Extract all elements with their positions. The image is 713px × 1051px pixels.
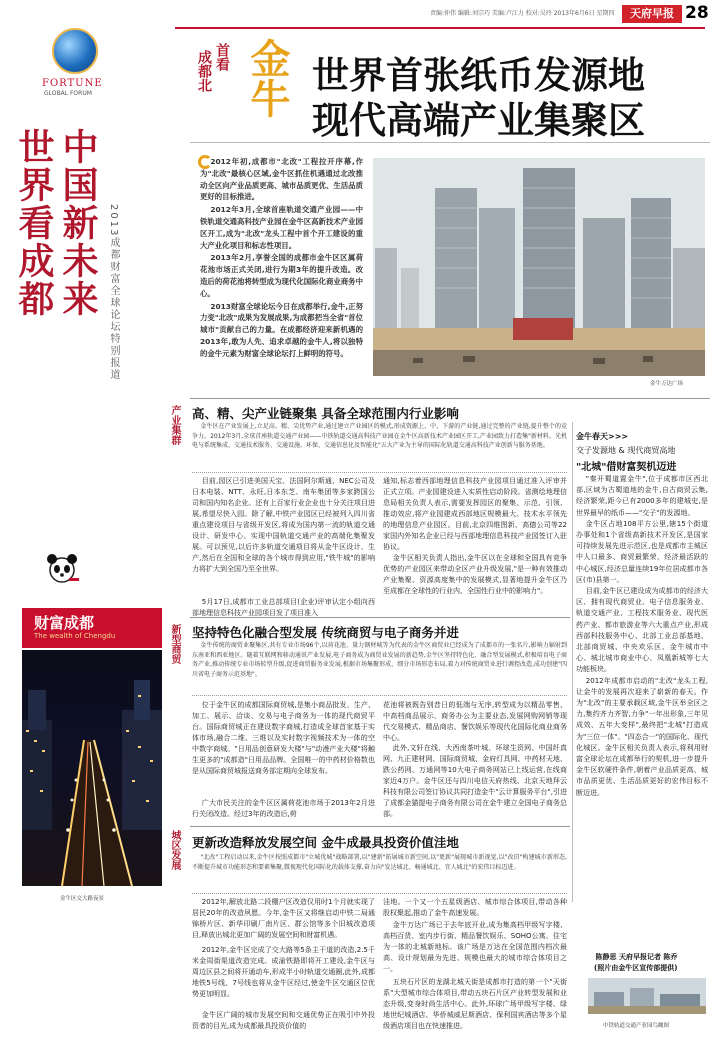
intro-paragraph: 2013年2月,享誉全国的成都市金牛区区属荷花池市场正式关闭,进行为期3年的提升改造。改造后的荷花池将转型成为现代化国际化商业商务中心。: [200, 253, 363, 298]
body-paragraph: 五块石片区的龙湖北城天街是成都市打造的第一个"天街系"大型城市综合体项目,带动五块石片区产业转型发展和业态升级,变身时尚生活中心。此外,环球广场甲级写字楼、绿地世纪城酒店、华侨城威尼斯酒店、保利国宾酒店等多个星级酒店项目也在快速推进。: [383, 978, 567, 1030]
dotted-divider: [192, 695, 567, 696]
wealth-band-subtitle: The wealth of Chengdu: [34, 632, 116, 640]
right-column-paragraph: 目前,金牛区已建设成为成都市的经济大区、拥有现代商贸业、电子信息服务业、轨道交通产业、工程技术服务业、现代医药产业、都市旅游业等六大重点产业,形成西部科技服务中心、北部工业总部基地、北部商贸城、中央欢乐区、金牛城市中心、城北城市商业中心、凤凰新城等七大功能板块。: [576, 587, 708, 674]
byline-photo-credit: (照片由金牛区宣传部提供): [594, 964, 678, 972]
body-paragraph: 位于金牛区的成都国际商贸城,是集小商品批发、生产、加工、展示、洽谈、交易与电子商务为一体的现代商贸平台。国际商贸城正在建设数字商城,打造成全球首家基于实体市场,融合二维、三维以及实时数字视频技术为一体的空中数字商城。"日用品创意研发大楼"与"动漫产业大楼"将触生更多的"成都造"日用品品牌。全国唯一的中药材价格数也是从国际商贸城报送商务部定期向全球发布。: [192, 701, 375, 775]
sidebar-headline-2: 世界看成都: [13, 128, 55, 318]
intro-paragraph: 2013财富全球论坛今日在成都举行,金牛,正努力变"北改"成果为发展成果,为成都把当全省"首位城市"贡献自己的力量。在成都经济迎来新机遇的2013年,敢为人先、追求卓越的金牛人,将以独特的金牛元素为财富全球论坛打上鲜明的符号。: [200, 301, 363, 358]
globe-icon: [52, 28, 98, 74]
body-paragraph: 广大市民关注的金牛区区属荷花池市场于2013年2月进行关闭改造。经过3年的改造后,荷: [192, 799, 375, 818]
title-rule: [190, 142, 710, 143]
header-rule: [175, 27, 705, 29]
title-kicker-chengdu-north: 成都北: [196, 50, 212, 92]
section-lead: "北改"工程启动以来,金牛区按照成都市"立城优城"战略部署,以"建新"拓展城市新空间,以"更新"展现城市新视觉,以"改旧"构建城市新形态,不断提升城市功能形态和要素集聚,微视现代化国际化的载体支撑,奋力向"发达城北、畅通城北、宜人城北"的宏伟目标迈进。: [192, 854, 567, 871]
section-divider: [190, 398, 710, 399]
body-paragraph: 花池将被既告别昔日的低端与无序,转型成为以精品零售、中高档商品展示、商务办公为主要业态,发展网购网销等现代交易模式、精品商店、餐饮娱乐等现代化国际化商业商务中心。: [383, 701, 567, 742]
forum-wordmark: GLOBAL FORUM: [44, 90, 92, 97]
intro-text: [200, 156, 363, 361]
column-rule: [572, 422, 573, 902]
wanda-plaza-caption: 金牛万达广场: [650, 381, 684, 387]
title-kicker-jinniu: 金牛: [244, 38, 291, 118]
header-meta: 责编:仲伟 编辑:刘宗巧 美编:卢江力 校对:吴玲 2013年6月6日 星期四: [430, 10, 615, 17]
body-paragraph: 金牛万达广场已于去年底开业,成为集高档甲级写字楼、高档百货、室内步行街、精品餐饮娱乐、SOHO公寓、住宅为一体的北城新地标。该广场是万达在全国范围内档次最高、设计规划最为先进、规模也最大的城市综合体项目之一。: [383, 921, 567, 973]
right-column-paragraph: "秦开蜀道置金牛",位于成都市区西北部,区域为古蜀道地的金牛,自古商贸云集,经济繁荣,距今已有2000多年的建城史,是世界最早的纸币——"交子"的发源地。: [576, 475, 708, 517]
section-label-commerce: 新型商贸: [169, 624, 180, 664]
panda-icon: [42, 548, 82, 588]
body-paragraph: 2012年,解放北路二段棚户区改造仅用时1个月就实现了居民20年的改造夙愿。今年,金牛区又将继启动中铁二局通锦桥片区、新华印刷厂南片区、群公馆等多个旧城改造项目,释放出城北更加广阔的发展空间和财富机遇。: [192, 898, 375, 939]
fortune-wordmark: FORTUNE: [42, 78, 103, 89]
section-lead: 金牛传统的商贸业聚集区,共有专业市场96个,以荷花池、量力钢材城等为代表的金牛区商贸业已经成为了成都市的一张名片,影响力辐射到东南亚和西亚地区。随着互联网和移动通讯产业发展,电子商务成为商贸业发展的新趋势,金牛区坚持特色化、融合型发展模式,积极培育电子商务产业,推动传统专业市场转型升级,促进商贸服务业发展,根据市场集聚形成、细分市场形态布局,着力对传统商贸业进行调控改造,成功创建"四川省电子商务示范基地"。: [192, 642, 567, 678]
page-number: 28: [685, 3, 709, 23]
rail-park-aerial-photo: [588, 978, 706, 1014]
rail-park-caption: 中铁轨道交通产业园鸟瞰图: [603, 1023, 670, 1029]
body-paragraph: 金牛区广阔的城市发展空间和交通优势正在吸引中外投资者的目光,成为成都最具投资价值的: [192, 1011, 375, 1030]
byline: [594, 952, 677, 974]
night-city-caption: 金牛区交大路夜景: [60, 896, 105, 902]
page-title-line-2: 现代高端产业集聚区: [312, 98, 645, 142]
right-column-headline: "北城"借财富契机迈进: [576, 462, 677, 473]
section-label-urban: 城区发展: [169, 830, 180, 870]
body-paragraph: 目前,园区已引进美国天宝、法国阿尔斯通、NEC公司及日本电装、NTT、永旺,日本东芝、南车集团等多家跨国公司和国内知名企业。还有上百家行业企业也十分关注项目进展,希望尽快入园。除了解,中铁产业园区已经被列入四川省重点建设项目与省级开发区,将成为国内第一流的轨道交通设计、研发中心、实现中国轨道交通产业的高端化集聚发展。可以预见,以后许多轨道交通项目将从金牛区设计、生产,然后在全国和全球的各个城市得到应用,"铁牛城"的影响力将扩大到全国乃至全世界。: [192, 477, 375, 573]
intro-paragraph: 2012年3月,全球首座轨道交通产业园——中铁轨道交通高科技产业园在金牛区高新技术产业园区开工,成为"北改"龙头工程中首个开工建设的重大产业化项目和标志性项目。: [200, 205, 363, 250]
section-divider: [190, 617, 570, 618]
dotted-divider: [192, 893, 567, 894]
sidebar-headline-1: 中国新未来: [57, 128, 99, 318]
night-city-photo: [22, 650, 162, 886]
section-headline-urban: 更新改造释放发展空间 金牛成最具投资价值洼地: [192, 835, 459, 850]
right-column-paragraph: 2012年成都市启动的"北改"龙头工程,让金牛的发展再次迎来了崭新的春天。作为"北改"的主要承载区域,金牛区举全区之力,集约齐力齐智,力争"一年出形象,三年见成效、五年大变样",最终把"北城"打造成为"三位一体"、"四态合一"的国际化、现代化城区。金牛区相关负责人表示,将利用财富全球论坛在成都举行的契机,进一步提升金牛区软硬件条件,朝着产业品质更高、城市品质更优、生活品质更好的宏伟目标不断迈进。: [576, 676, 708, 797]
body-paragraph: 5月17日,成都市工业总部项目(企业)评审认定小组向西部地理信息科技产业园项目发了项目准入: [192, 598, 375, 617]
sidebar-subtitle: 2013成都财富全球论坛特别报道: [108, 204, 119, 382]
right-column-body: [576, 474, 708, 799]
right-column-subhead: 交子发源地 & 现代商贸高地: [576, 446, 676, 455]
page-title-line-1: 世界首张纸币发源地: [312, 53, 645, 97]
wealth-band-title: 财富成都: [34, 614, 95, 632]
intro-paragraph: 2012年初,成都市"北改"工程拉开序幕,作为"北改"最核心区域,金牛区抓住机遇通过北改推动全区向产业品质更高、城市品质更优、生活品质更好的目标推进。: [200, 157, 363, 202]
section-headline-industry: 高、精、尖产业链聚集 具备全球范围内行业影响: [192, 406, 459, 421]
byline-reporter: 陈静思 天府早报记者 陈乔: [595, 953, 678, 961]
body-paragraph: 洼地。一个又一个五星级酒店、城市综合体项目,带动各种股权聚起,推动了金牛高速发展。: [383, 898, 567, 917]
section-divider: [190, 826, 570, 827]
title-kicker-first-look: 首看: [214, 43, 230, 71]
section-label-industry: 产业集群: [169, 405, 180, 445]
section-headline-commerce: 坚持特色化融合型发展 传统商贸与电子商务并进: [192, 625, 459, 640]
right-column-kicker: 金牛春天>>>: [576, 432, 629, 441]
body-paragraph: 通知,标志着西部地理信息科技产业园项目通过准入评审并正式立项。产业园建设进入实质性启动阶段。省测绘地理信息局相关负责人表示,需要发挥园区的聚集、示范、引领、推动效应,将产业园建成西部地区规模最大、技术水平领先的地理信息产业园区。目前,北京四维图新、高德公司等22家国内外知名企业已经与西部地理信息科技产业园签订入驻协议。: [383, 477, 567, 551]
newspaper-logo: 天府早报: [622, 5, 682, 23]
body-paragraph: 2012年,金牛区完成了交大路等5条主干道的改造,2.5千米金周街渠道改造完成。成渝铁路即将开工建设,金牛区与周边区县之间将开通动车,形成半小时轨道交通圈,此外,成都地铁5号线、7号线也将从金牛区经过,使金牛区交通区位优势更加明显。: [192, 946, 375, 998]
wanda-plaza-photo: [373, 158, 705, 376]
right-column-paragraph: 金牛区占地108平方公里,辖15个街道办事处和1个省级高新技术开发区,是国家可持续发展先进示范区,也是成都市主城区中人口最多、商贸最繁荣、经济最活跃的中心城区,经济总量连续19年位居成都市各区(市)县第一。: [576, 519, 708, 584]
body-paragraph: 此外,文轩在线、大西南茶叶城、环球生资网、中国纤真网、九正建材网、国际商贸城、金府灯具网、中药材天地、跌公药网、万通网等10大电子商务网站已上线运营,在线商家近4万户。金牛区还与四川电信天府热线、北京天地拜云科技有限公司签订协议共同打造金牛"云计算服务平台",引进了成都金猫提电子商务有限公司在金牛建立全国电子商务总部。: [383, 744, 567, 818]
dotted-divider: [192, 472, 567, 473]
body-paragraph: 金牛区相关负责人指出,金牛区以在全球和全国具有竞争优势的产业园区来带动全区产业升级发展,"是一种有效推动产业集聚、资源高度集中的发展模式,显著地提升金牛区乃至成都在全球性的行业内、全国性行业中的影响力"。: [383, 554, 567, 595]
section-lead: 金牛区在产业发展上,立足高、精、尖优势产业,通过建立产业园区的模式,形成资源上、中、下游的产业链,通过完整的产业链,提升整个的竞争力。2012年3月,全球首座轨道交通产业园——中铁轨道交通高科技产业园在金牛区高新技术产业园区开工,产业园致力打造集"新材料、光机电与系统集成、交通技术服务、交通设施、环保、交通信息化及智能化"五大产业为主导的国际化轨道交通高科技产业创新与服务基地。: [192, 423, 567, 449]
